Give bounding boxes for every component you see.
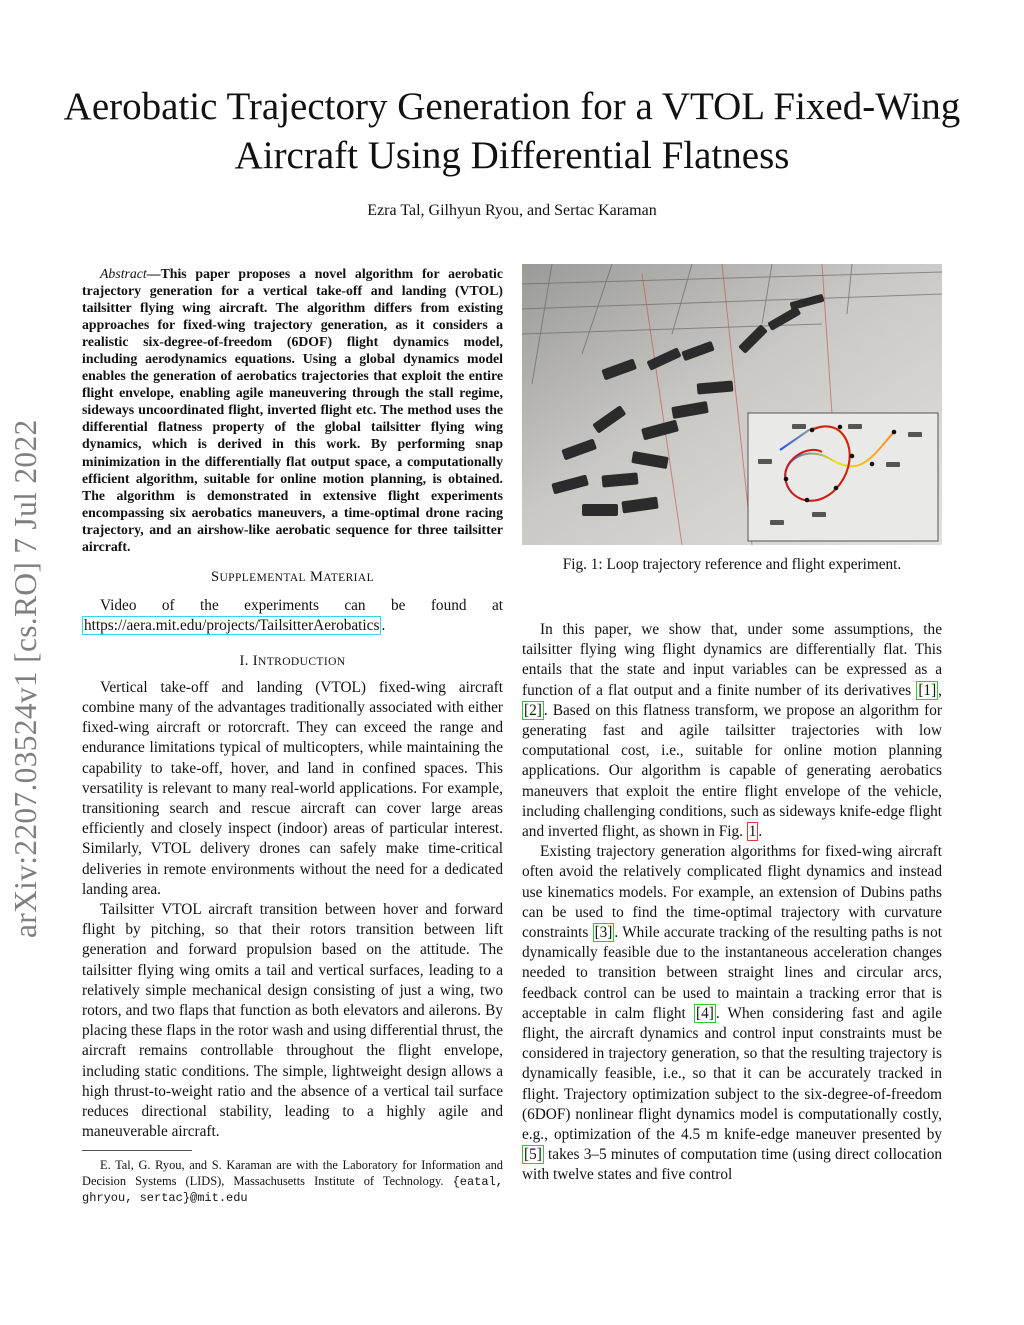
citation-5[interactable]: [5] [524, 1146, 542, 1164]
citation-1[interactable]: [1] [918, 681, 937, 699]
figure-1-image [522, 264, 942, 545]
abstract-text: —This paper proposes a novel algorithm for aerobatic trajectory generation for a vertical take-off and landing (VTOL) tailsitter flying wing aircraft. The algorithm differs from existing approaches for fixed-wing trajectory generation, as it considers a realistic six-degree-of-freedom (6DOF) flight dynamics model, including aerodynamics equations. Using a global dynamics model enables the generation of aerobatics trajectories that exploit the entire flight envelope, enabling agile maneuvering through the stall regime, sideways uncoordinated flight, inverted flight etc. The method uses the differential flatness property of the global tailsitter flying wing dynamics, which is derived in this work. By performing snap minimization in the differentially flat output space, a computationally efficient algorithm, suitable for online motion planning, is obtained. The algorithm is demonstrated in extensive flight experiments encompassing six aerobatics maneuvers, a time-optimal drone racing trajectory, and an airshow-like aerobatic sequence for three tailsitter aircraft. [82, 266, 503, 554]
trajectory-inset [748, 413, 938, 541]
intro-paragraph-1: Vertical take-off and landing (VTOL) fixed-wing aircraft combine many of the advantages traditionally associated with either fixed-wing aircraft or rotorcraft. They can exceed the range and endurance limitations typical of multicopters, while maintaining the capability to take-off, hover, and land in confined spaces. This versatility is relevant to many real-world applications. For example, transitioning search and rescue aircraft can cover large areas efficiently and closely inspect (indoor) areas of particular interest. Similarly, VTOL delivery drones can safely make time-critical deliveries in remote environments without the need for a dedicated landing area. [82, 678, 503, 898]
citation-2[interactable]: [2] [524, 701, 542, 719]
footnote-rule [82, 1150, 192, 1151]
citation-3[interactable]: [3] [594, 924, 613, 942]
left-column [82, 567, 503, 1142]
author-emails: {eatal, ghryou, sertac}@mit.edu [82, 1174, 503, 1205]
flight-experiment-photo [522, 264, 942, 545]
supplemental-text: Video of the experiments can be found at https://aera.mit.edu/projects/TailsitterAerobatics . [84, 597, 503, 635]
right-column [522, 620, 942, 1186]
video-link[interactable]: https://aera.mit.edu/projects/TailsitterAerobatics [84, 617, 380, 635]
paper-title: Aerobatic Trajectory Generation for a VTOL Fixed-Wing Aircraft Using Differential Flatness [63, 85, 961, 177]
supplemental-heading: SUPPLEMENTAL MATERIAL [210, 569, 375, 585]
right-paragraph-2: Existing trajectory generation algorithms for fixed-wing aircraft often avoid the relatively complicated flight dynamics and instead use kinematics models. For example, an extension of Dubins paths can be used to find the time-optimal trajectory with curvature constraints [3] . While accurate tracking of the resulting paths is not dynamically feasible due to the instantaneous acceleration changes needed to transition between straight lines and circular arcs, feedback control can be used to maintain a tracking error that is acceptable in calm flight [4] . When considering fast and agile flight, the aircraft dynamics and control input constraints must be considered in trajectory generation, so that the resulting trajectory is dynamically feasible, i.e., so that it can be accurately tracked in flight. Trajectory optimization subject to the six-degree-of-freedom (6DOF) nonlinear flight dynamics model is computationally costly, e.g., optimization of the 4.5 m knife-edge maneuver presented by [5] takes 3–5 minutes of computation time (using direct collocation with twelve states and five control [522, 843, 942, 1184]
footnote: E. Tal, G. Ryou, and S. Karaman are with the Laboratory for Information and Decision Systems (LIDS), Massachusetts Institute of Technology. {eatal, ghryou, sertac}@mit.edu [82, 1158, 503, 1205]
abstract [82, 265, 503, 555]
figure-1-reference[interactable]: 1 [748, 823, 757, 841]
intro-paragraph-2: Tailsitter VTOL aircraft transition between hover and forward flight by pitching, so that their rotors transition between lift generation and forward propulsion based on the attitude. The tailsitter flying wing omits a tail and vertical surfaces, leading to a relatively simple mechanical design consisting of just a wing, two rotors, and two flaps that function as both elevators and ailerons. By placing these flaps in the rotor wash and using differential thrust, the aircraft remains controllable throughout the flight envelope, including static conditions. The simple, lightweight design allows a high thrust-to-weight ratio and the absence of a vertical tail surface reduces directional stability, leading to a highly agile and maneuverable aircraft. [82, 901, 503, 1141]
figure-1-caption: Fig. 1: Loop trajectory reference and flight experiment. [562, 556, 902, 573]
abstract-lead: Abstract [100, 266, 147, 281]
introduction-heading: I. INTRODUCTION [239, 652, 346, 669]
arxiv-identifier: arXiv:2207.03524v1 [cs.RO] 7 Jul 2022 [8, 419, 43, 938]
right-paragraph-1: In this paper, we show that, under some assumptions, the tailsitter flying wing flight dynamics are differentially flat. This entails that the state and input variables can be expressed as a function of a flat output and a finite number of its derivatives [1] , [2] . Based on this flatness transform, we propose an algorithm for generating fast and agile tailsitter trajectories with low computational cost, i.e., suitable for online motion planning applications. Our algorithm is capable of generating aerobatics maneuvers that exploit the entire flight envelope of the vehicle, including challenging conditions, such as sideways knife-edge flight and inverted flight, as shown in Fig. 1 . [522, 621, 942, 841]
authors: Ezra Tal, Gilhyun Ryou, and Sertac Karaman [367, 202, 657, 219]
citation-4[interactable]: [4] [695, 1004, 714, 1022]
